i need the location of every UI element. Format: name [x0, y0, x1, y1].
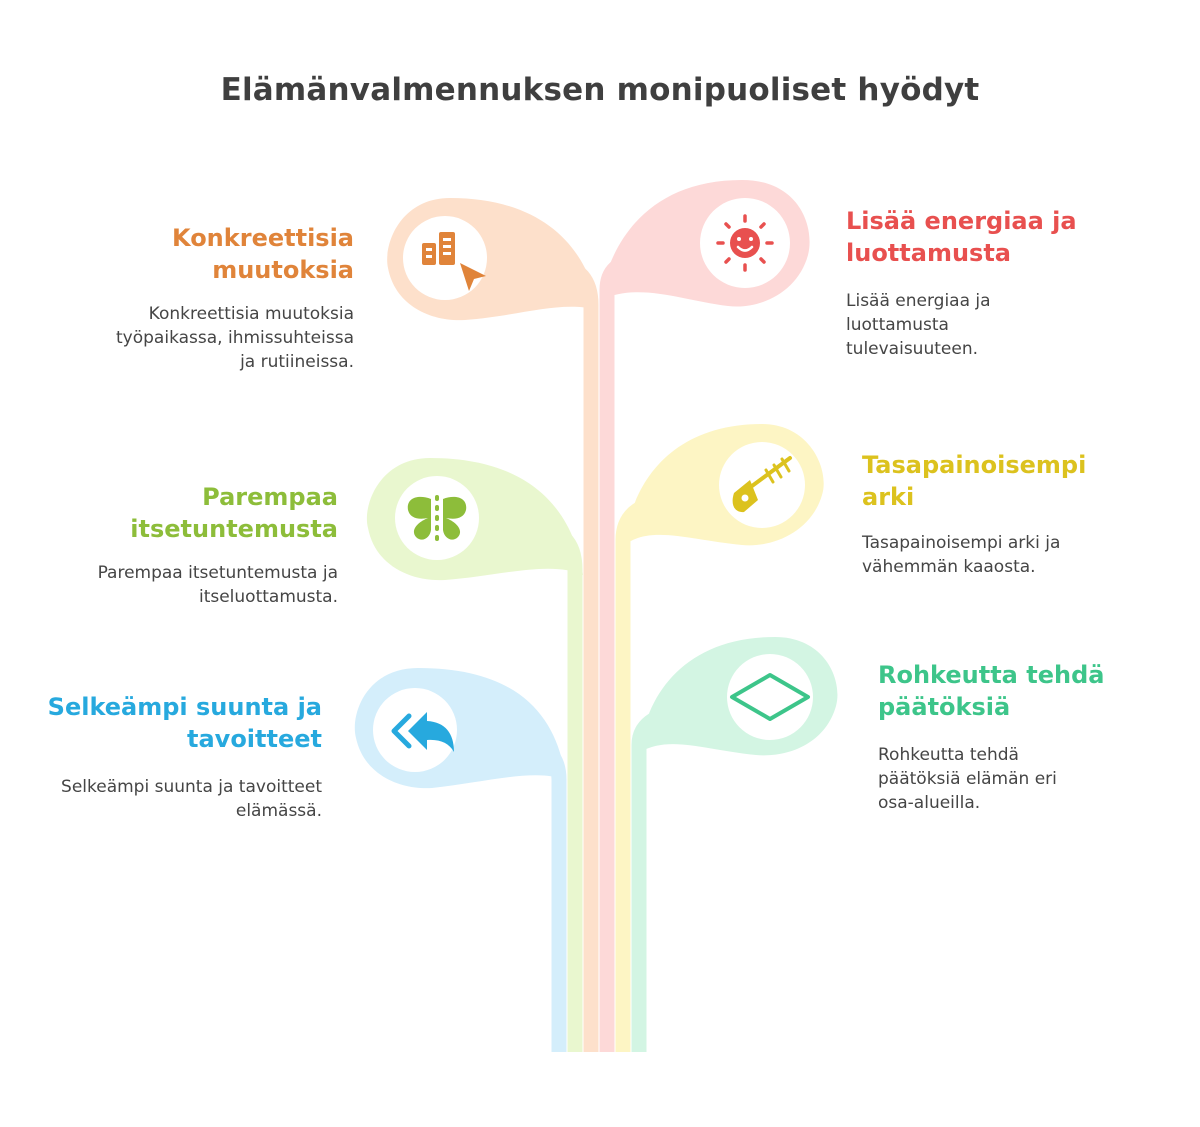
item-description: Parempaa itsetuntemusta ja itseluottamusta. — [97, 563, 338, 607]
item-rohkeutta — [878, 659, 1140, 815]
leaf-tasapaino — [625, 424, 824, 545]
item-heading: Selkeämpi suunta ja tavoitteet — [47, 693, 322, 753]
item-heading: Lisää energiaa ja luottamusta — [846, 207, 1077, 267]
icon-circle — [719, 442, 805, 528]
item-description: Lisää energiaa ja luottamusta tulevaisuuteen. — [846, 291, 991, 359]
item-heading: Tasapainoisempi arki — [862, 451, 1087, 511]
item-konkreettisia — [100, 222, 354, 374]
item-description: Konkreettisia muutoksia työpaikassa, ihmissuhteissa ja rutiineissa. — [116, 304, 354, 372]
leaf-rohkeutta — [640, 637, 837, 755]
leaf-lisaa — [600, 180, 810, 307]
leaf-selkeampi — [355, 668, 566, 788]
item-parempaa — [70, 481, 338, 609]
item-description: Rohkeutta tehdä päätöksiä elämän eri osa-alueilla. — [878, 745, 1057, 813]
item-tasapaino — [862, 449, 1112, 579]
leaf-parempaa — [367, 458, 583, 580]
leaf-konkreettisia — [387, 198, 598, 320]
stem-selkeampi — [520, 745, 559, 1052]
item-heading: Rohkeutta tehdä päätöksiä — [878, 661, 1105, 721]
item-lisaa — [846, 205, 1116, 361]
item-description: Tasapainoisempi arki ja vähemmän kaaosta. — [862, 533, 1061, 577]
item-heading: Konkreettisia muutoksia — [172, 224, 354, 284]
icon-circle — [727, 654, 813, 740]
item-heading: Parempaa itsetuntemusta — [130, 483, 338, 543]
stem-rohkeutta — [639, 712, 678, 1052]
item-description: Selkeämpi suunta ja tavoitteet elämässä. — [61, 777, 322, 821]
item-selkeampi — [40, 691, 322, 823]
page-title: Elämänvalmennuksen monipuoliset hyödyt — [220, 72, 980, 108]
